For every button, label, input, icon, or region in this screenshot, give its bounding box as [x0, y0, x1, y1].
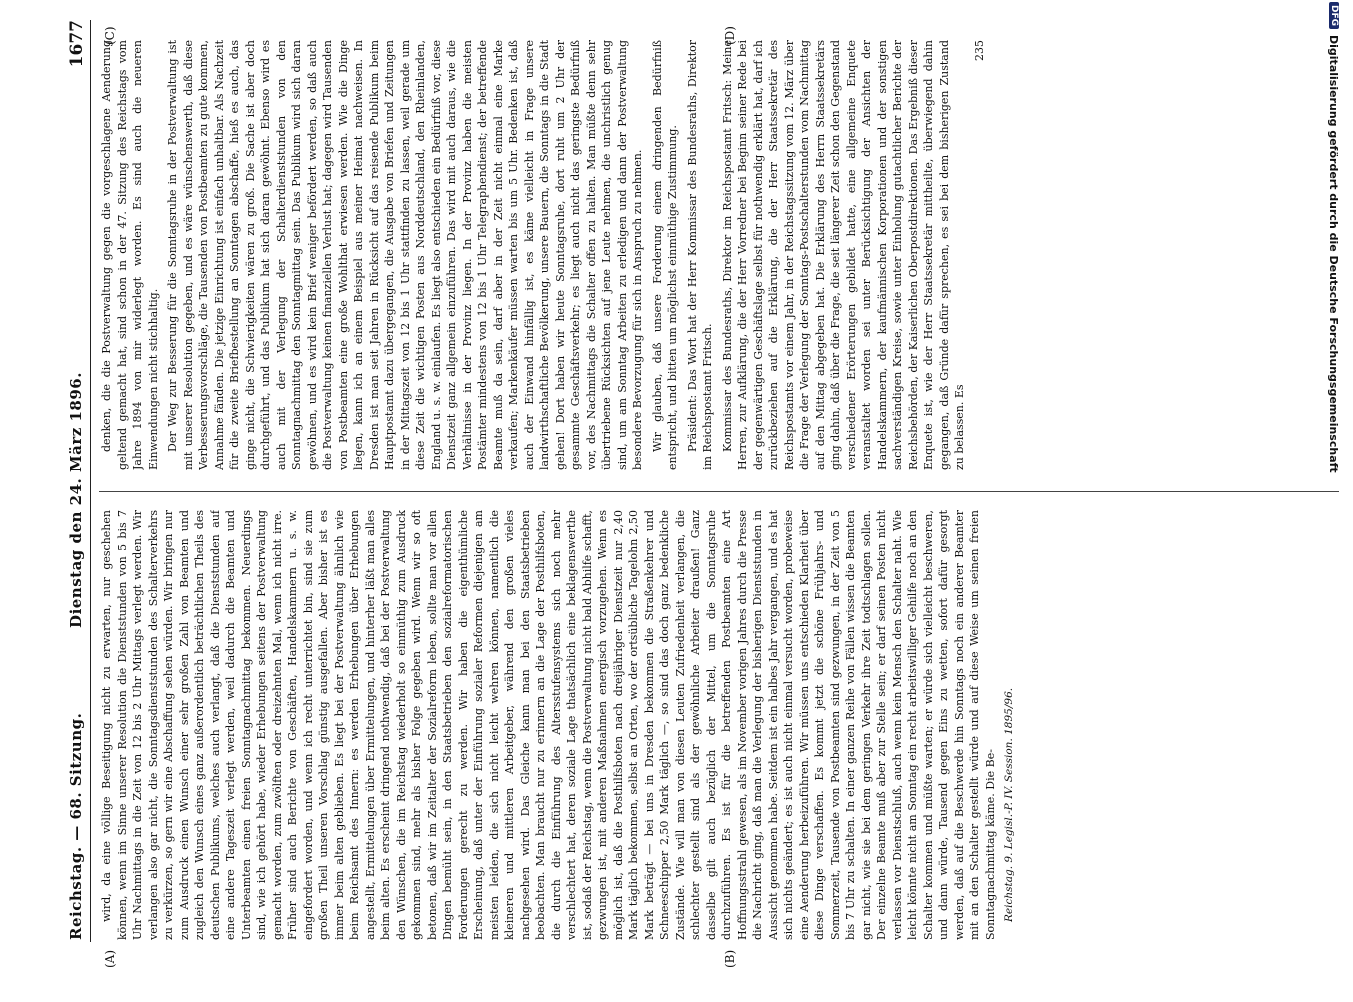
margin-marker-a: (A)	[103, 949, 117, 968]
dfg-logo-icon: DFG	[1329, 2, 1339, 29]
right-column	[99, 40, 1339, 470]
margin-marker-b: (B)	[723, 949, 737, 968]
document-page	[63, 20, 1353, 980]
header-date: Dienstag den 24. März 1896.	[67, 372, 85, 628]
paragraph: Präsident: Das Wort hat der Herr Kommissar des Bundesraths, Direktor im Reichspostamt Fritsch.	[685, 40, 714, 470]
paragraph: Wir glauben, daß unsere Forderung einem dringenden Bedürfniß entspricht, und bitten um möglichst einmüthige Zustimmung.	[650, 40, 679, 470]
paragraph: Kommissar des Bundesraths, Direktor im Reichspostamt Fritsch: Meine Herren, zur Aufklärung, die der Herr Vorredner bei Beginn seiner Rede bei der gegenwärtigen Geschäftslage selbst für nothwendig erklärt hat, darf ich zurückbeziehen auf die Erklärung, die der Herr Staatssekretär des Reichspostamts vor einem Jahr, in der Reichstagssitzung vom 12. März über die Frage der Verlegung der Sonntags-Postschalterstunden vom Nachmittag auf den Mittag abgegeben hat. Die Erklärung des Herrn Staatssekretärs ging dahin, daß über die Frage, die seit längerer Zeit schon den Gegenstand verschiedener Erörterungen gebildet hatte, eine allgemeine Enquete veranstaltet worden sei unter Berücksichtigung der Ansichten der Handelskammern, der kaufmännischen Korporationen und der sonstigen sachverständigen Kreise, sowie unter Einholung gutachtlicher Berichte der Reichsbehörden, der Kaiserlichen Oberpostdirektionen. Das Ergebniß dieser Enquete ist, wie der Herr Staatssekretär mittheilte, überwiegend dahin gegangen, daß Gründe dafür sprechen, es sei bei dem bisherigen Zustand zu belassen. Es	[720, 40, 966, 470]
header-page-number: 1677	[67, 20, 87, 68]
paragraph: denken, die die Postverwaltung gegen die vorgeschlagene Aenderung geltend gemacht hat, sind schon in der 47. Sitzung des Reichstags vom Jahre 1894 von mir widerlegt worden. Es sind auch die neueren Einwendungen nicht stichhaltig.	[100, 40, 160, 470]
margin-marker-c: (C)	[103, 26, 117, 45]
left-column	[99, 510, 1339, 940]
column-divider	[99, 491, 1339, 492]
paragraph: Der Weg zur Besserung für die Sonntagsruhe in der Postverwaltung ist mit unserer Resolution gegeben, und es wäre wünschenswerth, daß diese Verbesserungsvorschläge, die Tausenden von Postbeamten zu gute kommen, Annahme fänden. Die jetzige Einrichtung ist einfach unhaltbar. Als Nachzeit für die zweite Briefbestellung an Sonntagen abschaffe, hieß es auch, das ginge nicht, die Schwierigkeiten wären zu groß. Die Sache ist aber doch durchgeführt, und das Publikum hat sich daran gewöhnt. Ebenso wird es auch mit der Verlegung der Schalterdienststunden von den Sonntagnachmittag den Sonntagmittag sein. Das Publikum wird sich daran gewöhnen, und es wird kein Brief weniger befördert werden, so daß auch die Postverwaltung keinen finanziellen Verlust hat; dagegen wird Tausenden von Postbeamten eine große Wohlthat erwiesen werden. Wie die Dinge liegen, kann ich an einem Beispiel aus meiner Heimat nachweisen. In Dresden ist man seit Jahren in Rücksicht auf das reisende Publikum beim Hauptpostamt dazu übergegangen, die Ausgabe von Briefen und Zeitungen in der Mittagszeit von 12 bis 1 Uhr stattfinden zu lassen, weil gerade um diese Zeit die wichtigen Posten aus Norddeutschland, den Rheinlanden, England u. s. w. einlaufen. Es liegt also entschieden ein Bedürfniß vor, diese Dienstzeit ganz allgemein einzuführen. Das wird mit auch daraus, wie die Verhältnisse in der Provinz liegen. In der Provinz haben die meisten Postämter mindestens von 12 bis 1 Uhr Telegraphendienst; der betreffende Beamte muß da sein, darf aber in der Zeit nicht einmal eine Marke verkaufen; Markenkäufer müssen warten bis um 5 Uhr. Bedenken ist, daß auch der Einwand hinfällig ist, es käme vielleicht in Frage unsere landwirthschaftliche Bevölkerung, unsere Bauern, die Sonntags in die Stadt gehen! Dort haben wir heute Sonntagsruhe, dort ruht um 2 Uhr der gesammte Geschäftsverkehr; es liegt auch nicht das geringste Bedürfniß vor, des Nachmittags die Schalter offen zu halten. Man müßte denn sehr übertriebene Rücksichten auf jene Leute nehmen, die unchristlich genug sind, um am Sonntag Arbeiten zu erledigen und dann der Postverwaltung besondere Bevorzugung für sich in Anspruch zu nehmen.	[166, 40, 644, 470]
header-rule	[90, 20, 91, 942]
page-header	[63, 20, 91, 980]
digitization-credit	[1322, 0, 1353, 1000]
session-footer: Reichstag. 9. Legisl.-P. IV. Session. 1895/96.	[1003, 687, 1015, 922]
header-left: Reichstag. — 68. Sitzung.	[67, 712, 85, 940]
margin-marker-d: (D)	[723, 26, 737, 45]
credit-text: Digitalisierung gefördert durch die Deutsche Forschungsgemeinschaft	[1327, 35, 1341, 473]
sheet-number: 235	[972, 40, 986, 61]
paragraph: wird, da eine völlige Beseitigung nicht zu erwarten, nur geschehen können, wenn im Sinne unserer Resolution die Dienststunden von 5 bis 7 Uhr Nachmittags in die Zeit von 12 bis 2 Uhr Mittags verlegt werden. Wir verlangen also gar nicht, die Sonntagsdienststunden des Schalterverkehrs zu verkürzen, so gern wir eine Abschaffung sehen würden. Wir bringen nur zum Ausdruck einen Wunsch einer sehr großen Zahl von Beamten und zugleich den Wunsch eines ganz außerordentlich beträchtlichen Theils des deutschen Publikums, welches auch verlangt, daß die Dienststunden auf eine andere Tageszeit verlegt werden, weil dadurch die Beamten und Unterbeamten einen freien Sonntagnachmittag bekommen. Neuerdings sind, wie ich gehört habe, wieder Erhebungen seitens der Postverwaltung gemacht worden, zum zwölften oder dreizehnten Mal, wenn ich nicht irre. Früher sind auch Berichte von Geschäften, Handelskammern u. s. w. eingefordert worden, und wenn ich recht unterrichtet bin, sind sie zum großen Theil unseren Vorschlag günstig ausgefallen. Aber bisher ist es immer beim alten geblieben. Es liegt bei der Postverwaltung ähnlich wie beim Reichsamt des Innern: es werden Erhebungen über Erhebungen angestellt, Ermittelungen über Ermittelungen, und hinterher läßt man alles beim alten. Es erscheint dringend nothwendig, daß bei der Postverwaltung den Wünschen, die im Reichstag wiederholt so einmüthig zum Ausdruck gekommen sind, mehr als bisher Folge gegeben wird. Wenn wir so oft betonen, daß wir im Zeitalter der Sozialreform leben, sollte man vor allen Dingen bemüht sein, in den Staatsbetrieben den sozialreformatorischen Forderungen gerecht zu werden. Wir haben die eigenthümliche Erscheinung, daß unter der Einführung sozialer Reformen diejenigen am meisten leiden, die sich nicht leicht wehren können, namentlich die kleineren und mittleren Arbeitgeber, während den großen vieles nachgesehen wird. Das Gleiche kann man bei den Staatsbetrieben beobachten. Man braucht nur zu erinnern an die Lage der Posthilfsboten, die durch die Einführung des Altersstufensystems sich noch mehr verschlechtert hat, deren soziale Lage thatsächlich eine beklagenswerthe ist, sodaß der Reichstag, wenn die Postverwaltung nicht bald Abhilfe schafft, gezwungen ist, mit anderen Maßnahmen energisch vorzugehen. Wenn es möglich ist, daß die Posthilfsboten nach dreijähriger Dienstzeit nur 2,40 Mark täglich bekommen, selbst an Orten, wo der ortsübliche Tagelohn 2,50 Mark beträgt — bei uns in Dresden bekommen die Straßenkehrer und Schneeschipper 2,50 Mark täglich —, so sind das doch ganz bedenkliche Zustände. Wie will man von diesen Leuten Zufriedenheit verlangen, die schlechter gestellt sind als der gewöhnliche Arbeiter draußen! Ganz dasselbe gilt auch bezüglich der Mittel, um die Sonntagsruhe durchzuführen. Es ist für die betreffenden Postbeamten eine Art Hoffnungsstrahl gewesen, als im November vorigen Jahres durch die Presse die Nachricht ging, daß man die Verlegung der bisherigen Dienststunden in Aussicht genommen habe. Seitdem ist ein halbes Jahr vergangen, und es hat sich nichts geändert; es ist auch nicht einmal versucht worden, probeweise eine Aenderung herbeizuführen. Wir müssen uns entschieden Klarheit über diese Dinge verschaffen. Es kommt jetzt die schöne Frühjahrs- und Sommerzeit, Tausende von Postbeamten sind gezwungen, in der Zeit von 5 bis 7 Uhr zu schalten. In einer ganzen Reihe von Fällen wissen die Beamten gar nicht, wie sie bei dem geringen Verkehr ihre Zeit todtschlagen sollen. Der einzelne Beamte muß aber zur Stelle sein; er darf seinen Posten nicht verlassen vor Dienstschluß, auch wenn kein Mensch den Schalter naht. Wie leicht könnte nicht am Sonntag ein recht arbeitswilliger Gehilfe noch an den Schalter kommen und müßte warten; er würde sich vielleicht beschweren, und dann würde, Tausend gegen Eins zu wetten, sofort dafür gesorgt werden, daß auf die Beschwerde hin Sonntags noch ein anderer Beamter mit an den Schalter gestellt würde und auf diese Weise um seinen freien Sonntagnachmittag käme. Die Be-	[100, 510, 997, 940]
